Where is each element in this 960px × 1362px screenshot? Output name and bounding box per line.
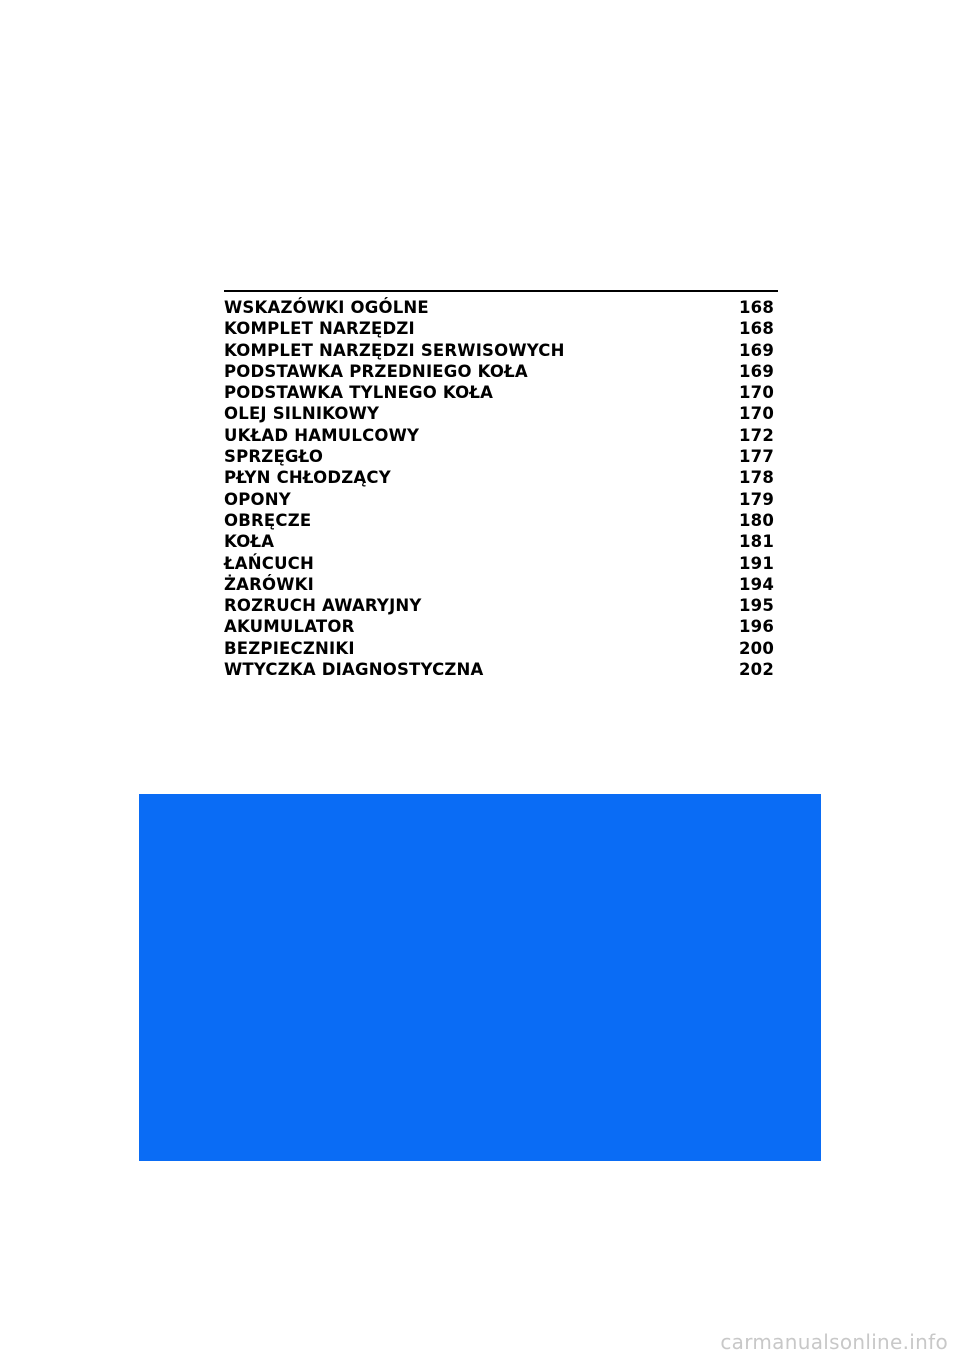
toc-page-number: 170 [738,383,774,403]
toc-page-number: 200 [738,638,774,658]
toc-row [224,318,778,339]
toc-page-number: 179 [738,489,774,509]
toc-page-number: 180 [738,510,774,530]
toc-row [224,297,778,318]
toc-row [224,467,778,488]
toc-title: BEZPIECZNIKI [224,638,355,658]
toc-title: PODSTAWKA TYLNEGO KOŁA [224,383,494,403]
toc-row [224,403,778,424]
blue-block [139,794,821,1161]
toc-row [224,531,778,552]
toc-title: ROZRUCH AWARYJNY [224,596,422,616]
toc-row [224,425,778,446]
toc-page-number: 170 [738,404,774,424]
toc-page-number: 168 [738,319,774,339]
toc-page-number: 168 [738,298,774,317]
toc-title: WSKAZÓWKI OGÓLNE [224,298,429,317]
footer-watermark: carmanualsonline.info [720,1330,948,1354]
toc-page-number: 195 [738,596,774,616]
toc-row [224,446,778,467]
toc-page-number: 169 [738,340,774,360]
toc-page-number: 194 [738,574,774,594]
toc-title: PODSTAWKA PRZEDNIEGO KOŁA [224,361,528,381]
toc-page-number: 196 [738,617,774,637]
toc-title: OPONY [224,489,291,509]
toc-row [224,510,778,531]
toc-title: UKŁAD HAMULCOWY [224,425,420,445]
toc-title: ŻARÓWKI [224,574,314,594]
toc-row [224,361,778,382]
toc-title: WTYCZKA DIAGNOSTYCZNA [224,660,484,680]
toc-title: OBRĘCZE [224,510,312,530]
toc-page-number: 177 [738,447,774,467]
toc-page-number: 202 [738,660,774,680]
toc-title: KOMPLET NARZĘDZI [224,319,415,339]
toc-row [224,616,778,637]
toc-title: KOŁA [224,532,275,552]
toc-row [224,574,778,595]
toc-row [224,382,778,403]
toc-title: OLEJ SILNIKOWY [224,404,380,424]
toc-row [224,659,778,680]
toc-page-number: 172 [738,425,774,445]
toc-title: ŁAŃCUCH [224,553,314,573]
toc-page-number: 169 [738,361,774,381]
toc-title: KOMPLET NARZĘDZI SERWISOWYCH [224,340,565,360]
toc-row [224,595,778,616]
toc-row [224,489,778,510]
toc-page-number: 191 [738,553,774,573]
toc-row [224,553,778,574]
toc-title: PŁYN CHŁODZĄCY [224,468,391,488]
toc-page-number: 178 [738,468,774,488]
toc-row [224,340,778,361]
table-of-contents [224,290,778,680]
toc-row [224,638,778,659]
toc-page-number: 181 [738,532,774,552]
toc-title: SPRZĘGŁO [224,447,324,467]
toc-title: AKUMULATOR [224,617,355,637]
